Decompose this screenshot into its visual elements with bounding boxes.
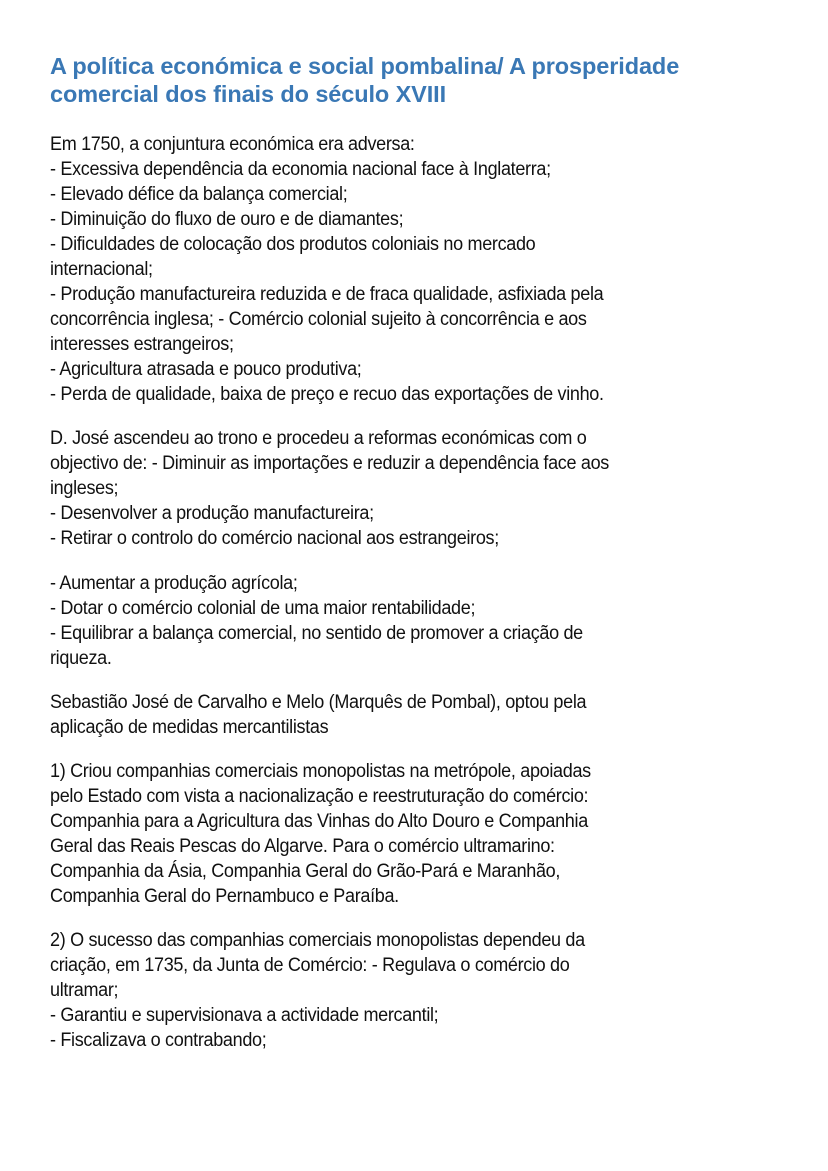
text-line: - Perda de qualidade, baixa de preço e recuo das exportações de vinho.	[50, 383, 604, 405]
text-line: aplicação de medidas mercantilistas	[50, 716, 329, 738]
paragraph-pombal	[50, 690, 790, 740]
text-line: - Dificuldades de colocação dos produtos coloniais no mercado	[50, 233, 536, 255]
text-line: - Excessiva dependência da economia nacional face à Inglaterra;	[50, 158, 551, 180]
paragraph-junta-comercio	[50, 928, 790, 1053]
text-line: - Dotar o comércio colonial de uma maior rentabilidade;	[50, 597, 476, 619]
text-line: riqueza.	[50, 647, 112, 669]
text-line: objectivo de: - Diminuir as importações e reduzir a dependência face aos	[50, 452, 609, 474]
text-line: ingleses;	[50, 477, 119, 499]
text-line: ultramar;	[50, 979, 119, 1001]
text-line: - Desenvolver a produção manufactureira;	[50, 502, 374, 524]
text-line: interesses estrangeiros;	[50, 333, 234, 355]
paragraph-conjuntura	[50, 132, 790, 407]
text-line: internacional;	[50, 258, 153, 280]
text-line: - Fiscalizava o contrabando;	[50, 1029, 267, 1051]
text-line: criação, em 1735, da Junta de Comércio: - Regulava o comércio do	[50, 954, 570, 976]
document-page	[50, 52, 790, 1072]
paragraph-reformas	[50, 426, 790, 551]
text-line: Sebastião José de Carvalho e Melo (Marquês de Pombal), optou pela	[50, 691, 587, 713]
text-line: Companhia para a Agricultura das Vinhas do Alto Douro e Companhia	[50, 810, 588, 832]
text-line: - Agricultura atrasada e pouco produtiva;	[50, 358, 362, 380]
text-line: pelo Estado com vista a nacionalização e reestruturação do comércio:	[50, 785, 589, 807]
text-line: - Produção manufactureira reduzida e de fraca qualidade, asfixiada pela	[50, 283, 604, 305]
text-line: - Elevado défice da balança comercial;	[50, 183, 348, 205]
paragraph-companhias	[50, 759, 790, 909]
text-line: - Aumentar a produção agrícola;	[50, 572, 298, 594]
text-line: Geral das Reais Pescas do Algarve. Para o comércio ultramarino:	[50, 835, 555, 857]
text-line: 2) O sucesso das companhias comerciais monopolistas dependeu da	[50, 929, 585, 951]
title-line: A política económica e social pombalina/ A prosperidade	[50, 53, 680, 79]
text-line: Em 1750, a conjuntura económica era adversa:	[50, 133, 415, 155]
text-line: - Retirar o controlo do comércio nacional aos estrangeiros;	[50, 527, 499, 549]
title-line: comercial dos finais do século XVIII	[50, 81, 447, 107]
text-line: Companhia da Ásia, Companhia Geral do Grão-Pará e Maranhão,	[50, 860, 561, 882]
paragraph-objectivos	[50, 571, 790, 671]
text-line: 1) Criou companhias comerciais monopolistas na metrópole, apoiadas	[50, 760, 591, 782]
text-line: D. José ascendeu ao trono e procedeu a reformas económicas com o	[50, 427, 587, 449]
page-title	[50, 52, 790, 108]
text-line: - Garantiu e supervisionava a actividade mercantil;	[50, 1004, 439, 1026]
text-line: - Diminuição do fluxo de ouro e de diamantes;	[50, 208, 404, 230]
text-line: concorrência inglesa; - Comércio colonial sujeito à concorrência e aos	[50, 308, 587, 330]
text-line: Companhia Geral do Pernambuco e Paraíba.	[50, 885, 399, 907]
text-line: - Equilibrar a balança comercial, no sentido de promover a criação de	[50, 622, 583, 644]
